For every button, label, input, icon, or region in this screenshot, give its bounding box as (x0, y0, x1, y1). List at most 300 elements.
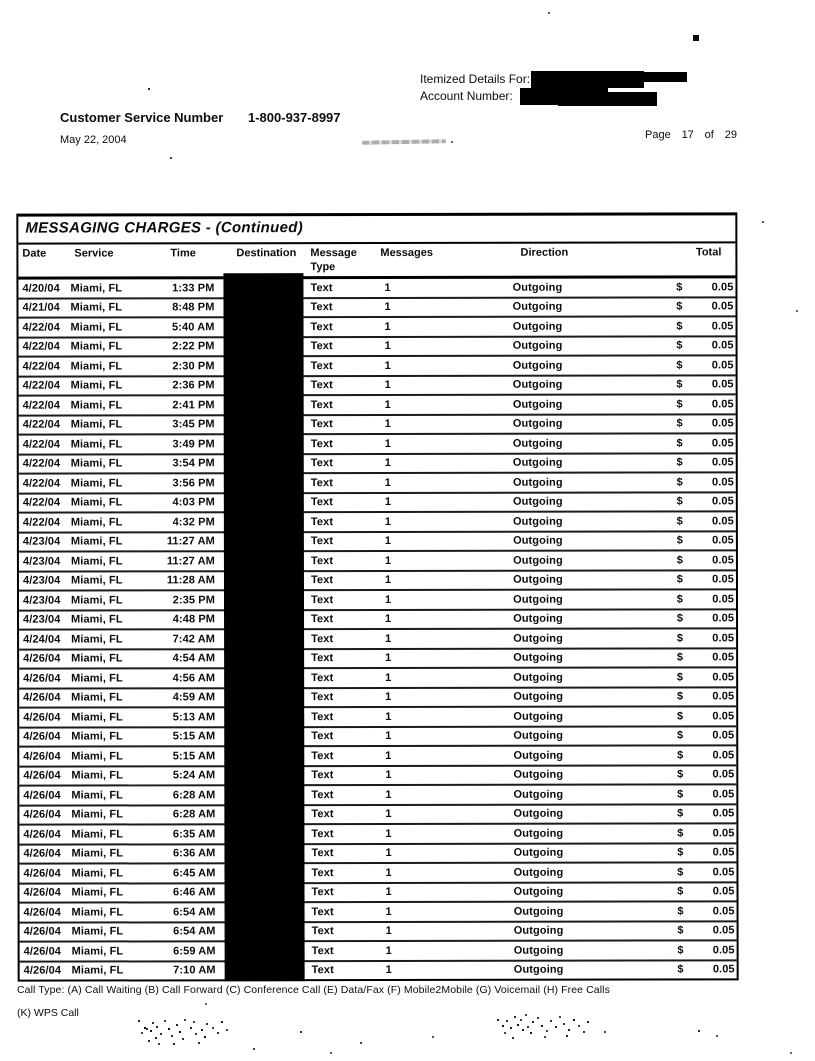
cell-currency: $ (676, 359, 683, 372)
cell-direction: Outgoing (513, 690, 564, 704)
cell-messages: 1 (385, 769, 392, 782)
cell-time: 3:56 PM (172, 477, 215, 490)
cell-messages: 1 (385, 886, 392, 899)
cell-currency: $ (677, 944, 684, 957)
cell-date: 4/22/04 (22, 477, 61, 490)
table-row (18, 278, 735, 299)
cell-messages: 1 (385, 964, 392, 977)
cell-message-type: Text (310, 457, 333, 470)
col-header-direction: Direction (520, 246, 569, 259)
cell-amount: 0.05 (712, 671, 735, 684)
cell-messages: 1 (385, 827, 392, 840)
cell-messages: 1 (385, 730, 392, 743)
cell-time: 2:35 PM (172, 594, 216, 607)
cell-currency: $ (677, 788, 684, 801)
cell-currency: $ (676, 495, 683, 508)
col-header-messages: Messages (380, 246, 434, 259)
cell-service: Miami, FL (71, 945, 124, 958)
cell-currency: $ (676, 378, 683, 391)
cell-service: Miami, FL (71, 652, 123, 665)
cell-direction: Outgoing (513, 671, 563, 684)
cell-direction: Outgoing (513, 963, 564, 977)
cell-amount: 0.05 (711, 339, 734, 352)
cell-messages: 1 (385, 613, 392, 626)
cell-date: 4/22/04 (22, 418, 61, 431)
cell-messages: 1 (384, 379, 391, 392)
cell-messages: 1 (384, 320, 391, 333)
cell-service: Miami, FL (70, 340, 123, 353)
cell-service: Miami, FL (70, 555, 123, 568)
table-row (19, 415, 736, 436)
cell-messages: 1 (384, 515, 392, 528)
table-row (19, 356, 736, 377)
table-row (19, 727, 736, 748)
cell-currency: $ (676, 573, 683, 586)
cell-messages: 1 (384, 457, 391, 470)
page-total: 29 (724, 129, 737, 141)
cell-direction: Outgoing (513, 612, 563, 626)
cell-amount: 0.05 (712, 866, 735, 879)
cell-time: 6:54 AM (173, 925, 216, 938)
cell-amount: 0.05 (712, 534, 734, 547)
cell-date: 4/26/04 (23, 769, 61, 782)
cell-time: 2:36 PM (172, 379, 215, 392)
cell-date: 4/26/04 (23, 886, 61, 899)
cell-service: Miami, FL (71, 672, 123, 685)
cell-amount: 0.05 (712, 729, 735, 742)
cell-message-type: Text (310, 515, 334, 528)
cell-direction: Outgoing (513, 788, 564, 801)
table-row (19, 668, 736, 689)
cell-direction: Outgoing (513, 573, 563, 587)
cell-time: 6:45 AM (172, 867, 216, 880)
table-row (20, 961, 737, 980)
cell-messages: 1 (384, 554, 392, 567)
cell-amount: 0.05 (712, 944, 735, 957)
cell-message-type: Text (310, 476, 334, 489)
cell-time: 5:24 AM (172, 769, 216, 782)
cell-service: Miami, FL (70, 594, 123, 607)
cell-amount: 0.05 (712, 651, 735, 664)
cell-currency: $ (676, 554, 683, 567)
cell-service: Miami, FL (70, 379, 123, 392)
cell-messages: 1 (385, 847, 392, 860)
cell-direction: Outgoing (513, 515, 563, 528)
cell-service: Miami, FL (71, 730, 123, 743)
cell-time: 8:48 PM (172, 301, 215, 314)
cell-message-type: Text (310, 359, 333, 372)
cell-messages: 1 (385, 944, 392, 957)
cell-message-type: Text (311, 613, 334, 626)
cell-time: 4:32 PM (172, 516, 215, 529)
cell-date: 4/22/04 (22, 496, 61, 509)
cell-amount: 0.05 (712, 788, 735, 801)
cell-direction: Outgoing (512, 476, 563, 489)
cell-message-type: Text (310, 398, 333, 411)
col-header-total: Total (695, 246, 722, 259)
itemized-details-label: Itemized Details For: (420, 72, 531, 86)
table-row (19, 376, 736, 397)
cell-currency: $ (677, 866, 684, 879)
cell-time: 4:56 AM (172, 672, 216, 685)
cell-amount: 0.05 (711, 320, 734, 333)
cell-message-type: Text (311, 847, 334, 860)
table-row (19, 629, 736, 650)
cell-direction: Outgoing (512, 300, 563, 314)
cell-currency: $ (676, 476, 683, 489)
cell-date: 4/22/04 (22, 340, 60, 353)
table-row (19, 551, 736, 572)
col-header-message-type: Message Type (310, 247, 357, 273)
cell-amount: 0.05 (712, 495, 734, 508)
cell-currency: $ (677, 885, 684, 898)
cell-time: 7:10 AM (173, 964, 216, 977)
cell-direction: Outgoing (512, 495, 563, 509)
page-number: 17 (681, 129, 694, 141)
cell-date: 4/23/04 (22, 574, 61, 587)
cell-message-type: Text (311, 964, 334, 977)
cell-time: 6:28 AM (172, 789, 216, 802)
cell-currency: $ (676, 632, 684, 645)
cell-messages: 1 (384, 574, 392, 587)
cell-service: Miami, FL (70, 574, 123, 587)
cell-amount: 0.05 (711, 359, 734, 372)
scan-specks (0, 0, 2, 2)
cell-time: 7:42 AM (172, 633, 216, 646)
cell-currency: $ (676, 515, 683, 528)
cell-direction: Outgoing (513, 807, 564, 821)
cell-date: 4/26/04 (23, 925, 62, 938)
cell-direction: Outgoing (512, 398, 563, 411)
cell-date: 4/22/04 (22, 516, 61, 529)
cell-message-type: Text (310, 574, 334, 587)
cell-service: Miami, FL (70, 438, 123, 451)
cell-message-type: Text (311, 769, 334, 782)
cell-message-type: Text (310, 593, 334, 606)
cell-service: Miami, FL (71, 808, 124, 821)
table-row (19, 785, 736, 806)
table-row (20, 883, 737, 904)
cell-amount: 0.05 (711, 437, 734, 450)
cell-amount: 0.05 (712, 963, 735, 976)
cell-message-type: Text (311, 808, 334, 821)
cell-direction: Outgoing (513, 827, 564, 840)
cell-amount: 0.05 (712, 846, 735, 859)
cell-message-type: Text (311, 866, 334, 879)
cell-time: 2:22 PM (172, 340, 215, 353)
account-number-label: Account Number: (420, 89, 513, 103)
redacted-customer-name (531, 71, 644, 88)
redacted-customer-name-edge (640, 72, 687, 82)
cell-date: 4/22/04 (22, 360, 61, 373)
cell-direction: Outgoing (513, 554, 563, 567)
cell-amount: 0.05 (711, 300, 734, 313)
col-header-destination: Destination (236, 247, 297, 260)
cell-direction: Outgoing (512, 339, 563, 353)
cell-message-type: Text (311, 905, 334, 918)
table-body (18, 278, 736, 979)
cell-amount: 0.05 (711, 378, 734, 391)
cell-message-type: Text (311, 632, 334, 645)
cell-time: 1:33 PM (172, 282, 215, 295)
cell-message-type: Text (311, 671, 334, 684)
cell-service: Miami, FL (71, 847, 124, 860)
cell-message-type: Text (311, 730, 334, 743)
cell-messages: 1 (385, 671, 392, 684)
col-header-time: Time (170, 247, 196, 260)
cell-direction: Outgoing (512, 456, 563, 470)
cell-messages: 1 (384, 398, 391, 411)
cell-amount: 0.05 (712, 554, 734, 567)
cell-time: 4:03 PM (172, 496, 215, 509)
table-row (19, 337, 736, 358)
cell-message-type: Text (310, 418, 333, 431)
customer-service-label: Customer Service Number (60, 110, 224, 125)
cell-service: Miami, FL (71, 906, 124, 919)
table-header-row (18, 243, 735, 279)
table-row (19, 746, 736, 767)
cell-date: 4/21/04 (22, 301, 60, 314)
table-row (19, 395, 736, 416)
table-row (19, 317, 736, 338)
cell-direction: Outgoing (512, 281, 563, 294)
scan-noise-cluster (497, 1013, 499, 1015)
cell-currency: $ (677, 846, 684, 859)
cell-time: 2:30 PM (172, 360, 215, 373)
cell-direction: Outgoing (513, 846, 564, 860)
cell-service: Miami, FL (71, 711, 123, 724)
cell-service: Miami, FL (71, 789, 123, 802)
cell-service: Miami, FL (70, 477, 123, 490)
table-row (20, 922, 737, 943)
cell-service: Miami, FL (71, 964, 124, 977)
cell-direction: Outgoing (513, 866, 564, 879)
cell-message-type: Text (311, 788, 334, 801)
cell-time: 5:15 AM (172, 730, 216, 743)
cell-direction: Outgoing (513, 729, 564, 743)
cell-direction: Outgoing (512, 417, 563, 431)
cell-time: 5:15 AM (172, 750, 216, 763)
cell-amount: 0.05 (712, 885, 735, 898)
cell-direction: Outgoing (513, 632, 563, 645)
cell-service: Miami, FL (71, 613, 123, 626)
cell-date: 4/26/04 (23, 652, 61, 665)
cell-message-type: Text (310, 496, 334, 509)
cell-messages: 1 (384, 496, 392, 509)
page-indicator (645, 129, 737, 141)
cell-currency: $ (676, 300, 683, 313)
cell-direction: Outgoing (512, 378, 563, 392)
cell-message-type: Text (310, 554, 334, 567)
cell-amount: 0.05 (711, 476, 734, 489)
cell-amount: 0.05 (712, 515, 734, 528)
cell-currency: $ (676, 456, 683, 469)
redacted-account-number-edge (558, 92, 657, 106)
cell-time: 4:54 AM (172, 652, 216, 665)
table-row (19, 824, 736, 845)
cell-date: 4/20/04 (22, 282, 60, 295)
cell-message-type: Text (310, 340, 333, 353)
cell-date: 4/24/04 (23, 633, 61, 646)
cell-messages: 1 (384, 593, 392, 606)
table-row (19, 844, 736, 865)
cell-amount: 0.05 (712, 768, 735, 781)
cell-currency: $ (677, 924, 684, 937)
cell-time: 11:27 AM (166, 535, 215, 548)
cell-amount: 0.05 (712, 905, 735, 918)
cell-amount: 0.05 (712, 749, 735, 762)
cell-date: 4/23/04 (22, 594, 61, 607)
cell-currency: $ (676, 417, 683, 430)
cell-time: 2:41 PM (172, 399, 215, 412)
cell-amount: 0.05 (712, 807, 735, 820)
cell-currency: $ (677, 963, 684, 976)
cell-currency: $ (677, 749, 684, 762)
cell-time: 3:45 PM (172, 418, 215, 431)
cell-service: Miami, FL (71, 828, 124, 841)
cell-currency: $ (676, 534, 683, 547)
cell-messages: 1 (385, 925, 392, 938)
cell-service: Miami, FL (70, 360, 123, 373)
table-row (19, 571, 736, 592)
cell-direction: Outgoing (513, 534, 563, 548)
cell-direction: Outgoing (512, 359, 563, 372)
cell-direction: Outgoing (513, 593, 563, 606)
page-of-label: of (704, 129, 714, 141)
messaging-charges-table (16, 212, 738, 981)
table-row (19, 688, 736, 709)
table-row (19, 805, 736, 826)
table-row (19, 512, 736, 533)
table-title: MESSAGING CHARGES - (Continued) (18, 215, 735, 244)
cell-messages: 1 (385, 652, 392, 665)
cell-direction: Outgoing (513, 768, 564, 782)
cell-message-type: Text (311, 925, 334, 938)
cell-date: 4/26/04 (23, 945, 62, 958)
table-row (19, 863, 736, 884)
cell-service: Miami, FL (71, 925, 124, 938)
cell-time: 4:48 PM (172, 613, 216, 626)
cell-direction: Outgoing (513, 885, 564, 899)
cell-messages: 1 (384, 359, 391, 372)
cell-message-type: Text (310, 301, 333, 314)
cell-currency: $ (676, 398, 683, 411)
cell-amount: 0.05 (712, 612, 735, 625)
cell-amount: 0.05 (712, 710, 735, 723)
cell-amount: 0.05 (711, 456, 734, 469)
table-row (19, 610, 736, 631)
cell-amount: 0.05 (712, 827, 735, 840)
cell-message-type: Text (310, 320, 333, 333)
cell-messages: 1 (384, 281, 391, 294)
cell-time: 5:40 AM (172, 321, 215, 334)
cell-currency: $ (676, 593, 684, 606)
cell-currency: $ (677, 827, 684, 840)
call-type-legend: Call Type: (A) Call Waiting (B) Call Forward (C) Conference Call (E) Data/Fax (F) Mobile2Mobile (G) Voicemail (H) Free Calls (17, 984, 610, 996)
cell-service: Miami, FL (71, 633, 123, 646)
cell-currency: $ (676, 339, 683, 352)
cell-currency: $ (676, 690, 684, 703)
table-row (19, 434, 736, 455)
cell-currency: $ (677, 729, 684, 742)
cell-date: 4/22/04 (22, 438, 61, 451)
cell-message-type: Text (311, 749, 334, 762)
cell-message-type: Text (310, 437, 333, 450)
statement-date: May 22, 2004 (60, 134, 127, 146)
cell-messages: 1 (385, 749, 392, 762)
cell-messages: 1 (384, 535, 392, 548)
cell-service: Miami, FL (70, 496, 123, 509)
cell-service: Miami, FL (70, 321, 123, 334)
cell-message-type: Text (311, 827, 334, 840)
cell-time: 3:49 PM (172, 438, 215, 451)
cell-amount: 0.05 (712, 573, 734, 586)
cell-date: 4/26/04 (23, 867, 61, 880)
redacted-destination-column (223, 273, 304, 981)
table-row (19, 590, 736, 611)
cell-direction: Outgoing (513, 749, 564, 762)
cell-message-type: Text (310, 281, 333, 294)
cell-time: 6:35 AM (172, 828, 216, 841)
scan-noise-cluster (138, 1018, 140, 1020)
cell-date: 4/26/04 (23, 711, 61, 724)
col-header-service: Service (74, 247, 114, 260)
cell-date: 4/26/04 (23, 750, 61, 763)
table-row (19, 493, 736, 514)
cell-direction: Outgoing (513, 651, 563, 665)
cell-date: 4/22/04 (22, 457, 61, 470)
cell-amount: 0.05 (712, 924, 735, 937)
cell-direction: Outgoing (513, 710, 564, 723)
cell-message-type: Text (311, 944, 334, 957)
cell-direction: Outgoing (513, 924, 564, 938)
cell-date: 4/26/04 (23, 964, 62, 977)
cell-currency: $ (677, 905, 684, 918)
cell-date: 4/26/04 (23, 847, 61, 860)
cell-amount: 0.05 (711, 417, 734, 430)
cell-service: Miami, FL (70, 282, 123, 295)
cell-time: 6:28 AM (172, 808, 216, 821)
cell-messages: 1 (384, 476, 392, 489)
table-row (19, 649, 736, 670)
table-row (20, 941, 737, 962)
table-row (20, 902, 737, 923)
cell-amount: 0.05 (711, 281, 734, 294)
cell-currency: $ (676, 437, 683, 450)
cell-messages: 1 (384, 418, 391, 431)
cell-amount: 0.05 (711, 398, 734, 411)
cell-messages: 1 (385, 905, 392, 918)
cell-time: 5:13 AM (172, 711, 216, 724)
cell-date: 4/26/04 (23, 730, 61, 743)
wps-call-note: (K) WPS Call (17, 1007, 79, 1019)
cell-date: 4/26/04 (23, 691, 61, 704)
cell-currency: $ (676, 710, 684, 723)
cell-date: 4/23/04 (22, 535, 61, 548)
cell-messages: 1 (385, 710, 392, 723)
cell-service: Miami, FL (70, 418, 123, 431)
cell-service: Miami, FL (71, 867, 124, 880)
cell-service: Miami, FL (71, 750, 123, 763)
cell-date: 4/26/04 (23, 808, 61, 821)
cell-messages: 1 (384, 301, 391, 314)
cell-direction: Outgoing (513, 944, 564, 957)
cell-direction: Outgoing (512, 320, 563, 333)
cell-time: 4:59 AM (172, 691, 216, 704)
cell-service: Miami, FL (70, 535, 123, 548)
cell-amount: 0.05 (712, 632, 735, 645)
cell-service: Miami, FL (71, 886, 124, 899)
